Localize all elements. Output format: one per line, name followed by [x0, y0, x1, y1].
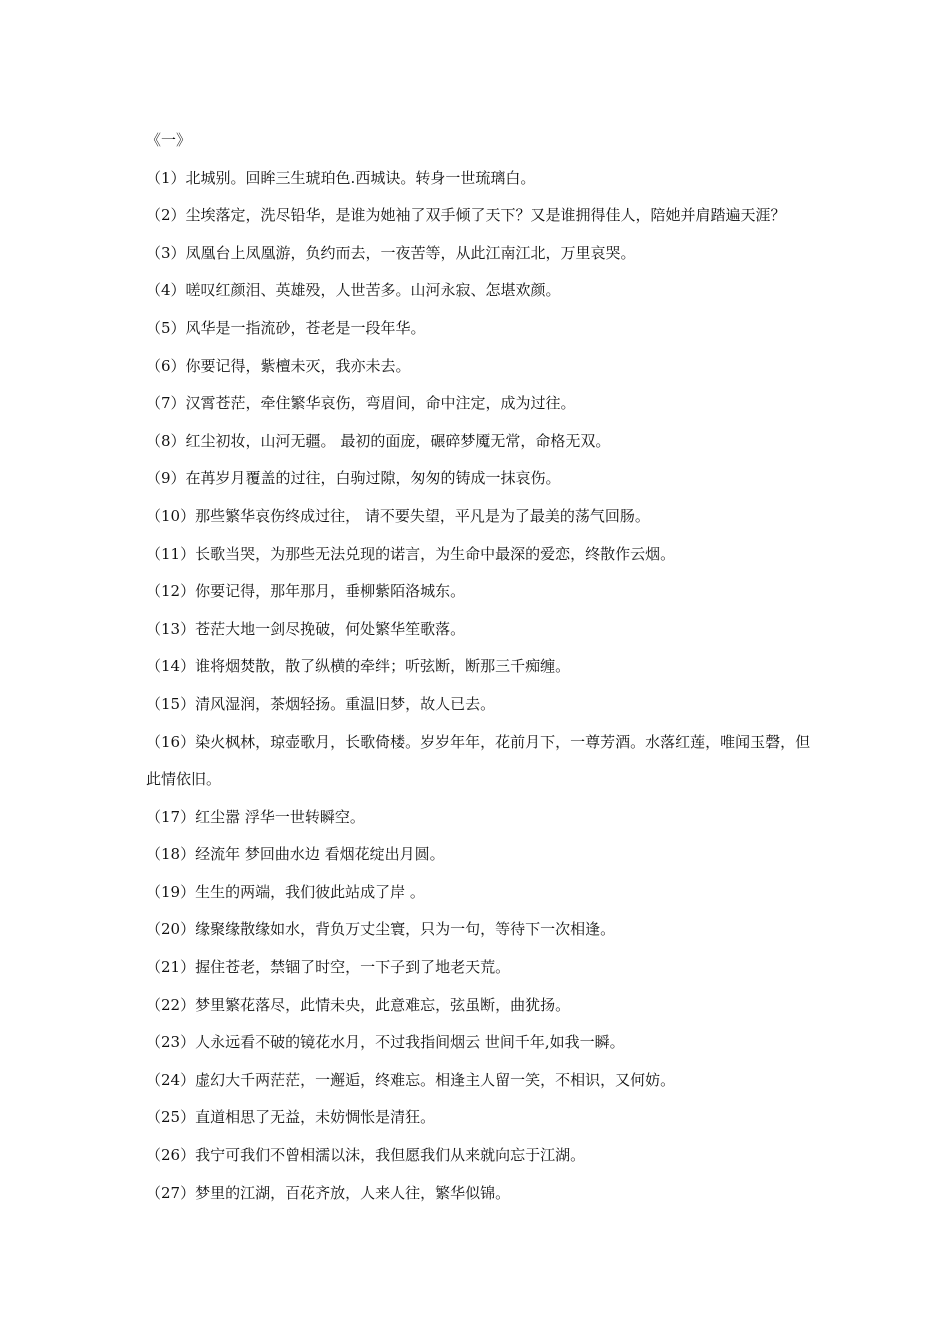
- text-line: （1）北城别。回眸三生琥珀色.西城诀。转身一世琉璃白。: [146, 168, 536, 187]
- text-line: （16）染火枫林，琼壶歌月，长歌倚楼。岁岁年年，花前月下，一尊芳酒。水落红莲，唯闻玉磬，但此情依旧。: [146, 732, 811, 789]
- text-line: （12）你要记得，那年那月，垂柳紫陌洛城东。: [146, 582, 466, 601]
- text-line: （8）红尘初妆，山河无疆。 最初的面庞，碾碎梦魇无常，命格无双。: [146, 431, 611, 450]
- text-line: （25）直道相思了无益，未妨惆怅是清狂。: [146, 1108, 436, 1127]
- text-line: （27）梦里的江湖，百花齐放，人来人往，繁华似锦。: [146, 1183, 511, 1202]
- text-line: （2）尘埃落定，洗尽铅华，是谁为她袖了双手倾了天下？又是谁拥得佳人，陪她并肩踏遍天涯？: [146, 206, 786, 225]
- text-line: （7）汉霄苍茫，牵住繁华哀伤，弯眉间，命中注定，成为过往。: [146, 394, 576, 413]
- text-line: （18）经流年 梦回曲水边 看烟花绽出月圆。: [146, 845, 445, 864]
- text-line: （20）缘聚缘散缘如水，背负万丈尘寰，只为一句，等待下一次相逢。: [146, 920, 616, 939]
- text-line: （19）生生的两端，我们彼此站成了岸 。: [146, 882, 425, 901]
- text-line: （26）我宁可我们不曾相濡以沫，我但愿我们从来就向忘于江湖。: [146, 1146, 586, 1165]
- text-line: （5）风华是一指流砂，苍老是一段年华。: [146, 318, 426, 337]
- text-line: （21）握住苍老，禁锢了时空，一下子到了地老天荒。: [146, 958, 511, 977]
- text-line: （9）在苒岁月覆盖的过往，白驹过隙，匆匆的铸成一抹哀伤。: [146, 469, 561, 488]
- text-line: （14）谁将烟焚散，散了纵横的牵绊；听弦断，断那三千痴缠。: [146, 657, 571, 676]
- text-line: （6）你要记得，紫檀未灭，我亦未去。: [146, 356, 411, 375]
- text-line: （15）清风湿润，茶烟轻扬。重温旧梦，故人已去。: [146, 694, 496, 713]
- text-line: （22）梦里繁花落尽，此情未央，此意难忘，弦虽断，曲犹扬。: [146, 995, 571, 1014]
- text-line: （11）长歌当哭，为那些无法兑现的诺言，为生命中最深的爱恋，终散作云烟。: [146, 544, 676, 563]
- text-line: （4）嗟叹红颜泪、英雄殁，人世苦多。山河永寂、怎堪欢颜。: [146, 281, 561, 300]
- text-line: （23）人永远看不破的镜花水月，不过我指间烟云 世间千年,如我一瞬。: [146, 1033, 625, 1052]
- text-line: （17）红尘嚣 浮华一世转瞬空。: [146, 807, 365, 826]
- text-line: （13）苍茫大地一剑尽挽破，何处繁华笙歌落。: [146, 619, 466, 638]
- text-line: （10）那些繁华哀伤终成过往， 请不要失望，平凡是为了最美的荡气回肠。: [146, 506, 650, 525]
- document-body: [146, 122, 818, 1212]
- section-heading: 《一》: [146, 131, 192, 149]
- text-line: （24）虚幻大千两茫茫，一邂逅，终难忘。相逢主人留一笑，不相识，又何妨。: [146, 1070, 676, 1089]
- text-line: （3）凤凰台上凤凰游，负约而去，一夜苦等，从此江南江北，万里哀哭。: [146, 243, 636, 262]
